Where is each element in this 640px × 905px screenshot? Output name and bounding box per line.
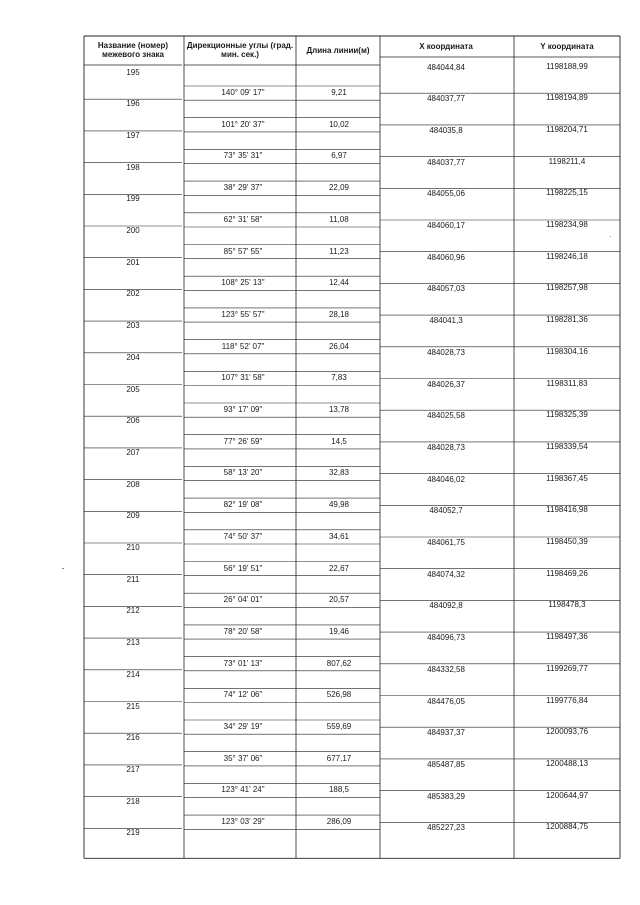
y-coordinate: 1198367,45 [546,473,588,483]
point-name: 208 [126,479,140,489]
direction-angle: 123° 41' 24" [221,785,265,795]
direction-angle: 58° 13' 20" [223,468,263,478]
y-coordinate: 1198225,15 [546,188,588,198]
x-coordinate: 485487,85 [427,759,465,769]
point-name: 218 [126,796,140,806]
x-coordinate: 484057,03 [427,284,465,294]
x-coordinate: 484092,8 [429,601,463,611]
x-coordinate: 484055,06 [427,189,465,199]
line-length: 19,46 [328,626,350,636]
y-coordinate: 1198478,3 [548,600,586,610]
direction-angle: 108° 25' 13" [221,278,265,288]
x-coordinate: 484332,58 [427,664,465,674]
line-length: 286,09 [326,817,352,827]
y-coordinate: 1198311,83 [546,378,588,388]
point-name: 210 [126,543,140,552]
direction-angle: 34° 29' 19" [223,722,263,731]
y-coordinate: 1198497,36 [546,632,588,642]
y-coordinate: 1198304,16 [546,346,588,356]
x-coordinate: 484060,96 [427,252,465,262]
direction-angle: 73° 01' 13" [223,658,263,668]
y-coordinate: 1198416,98 [546,505,588,515]
y-coordinate: 1198188,99 [546,61,588,71]
line-length: 32,83 [328,468,350,478]
x-coordinate: 484476,05 [427,696,465,706]
line-length: 11,08 [329,214,349,224]
direction-angle: 74° 12' 06" [223,690,263,700]
line-length: 26,04 [328,341,350,351]
header-point-name: Название (номер) межевого знака [97,41,169,59]
point-name: 197 [126,130,140,140]
direction-angle: 78° 20' 58" [223,626,263,636]
line-length: 559,69 [326,722,352,731]
x-coordinate: 485383,29 [427,791,465,801]
point-name: 215 [126,701,140,711]
x-coordinate: 484046,02 [427,474,465,484]
scan-speck [62,568,64,569]
point-name: 217 [126,764,140,774]
x-coordinate: 484937,37 [427,728,465,738]
line-length: 7,83 [331,373,347,383]
line-length: 9,21 [331,88,347,97]
point-name: 209 [126,511,140,521]
x-coordinate: 484035,8 [429,125,463,135]
y-coordinate: 1200093,76 [545,727,589,737]
x-coordinate: 484037,77 [427,157,465,167]
direction-angle: 38° 29' 37" [223,183,263,193]
y-coordinate: 1199776,84 [546,695,588,705]
direction-angle: 74° 50' 37" [223,531,263,541]
point-name: 212 [126,606,140,616]
header-direction-angle: Дирекционные углы (град. мин. сек.) [186,41,294,59]
x-coordinate: 484037,77 [427,94,465,104]
line-length: 526,98 [326,690,352,700]
line-length: 13,78 [328,405,350,414]
point-name: 195 [126,67,140,77]
y-coordinate: 1198211,4 [548,156,586,166]
x-coordinate: 484028,73 [427,347,465,357]
y-coordinate: 1198469,26 [546,568,588,578]
y-coordinate: 1198194,89 [546,93,588,103]
direction-angle: 118° 52' 07" [221,341,265,351]
y-coordinate: 1198450,39 [546,537,588,546]
y-coordinate: 1198257,98 [546,283,588,293]
scan-speck [610,236,611,237]
y-coordinate: 1198281,36 [546,315,588,325]
y-coordinate: 1198325,39 [546,410,588,420]
line-length: 677,17 [326,753,352,763]
x-coordinate: 484060,17 [427,221,465,230]
y-coordinate: 1198339,54 [546,441,588,451]
x-coordinate: 484028,73 [427,442,465,452]
line-length: 12,44 [328,278,350,288]
x-coordinate: 484052,7 [429,506,463,516]
x-coordinate: 484061,75 [427,538,465,547]
y-coordinate: 1200884,75 [545,822,589,832]
point-name: 200 [126,226,140,235]
x-coordinate: 484044,84 [427,62,465,72]
x-coordinate: 485227,23 [427,823,465,833]
line-length: 49,98 [328,500,350,510]
point-name: 198 [126,162,140,172]
y-coordinate: 1200644,97 [545,790,589,800]
direction-angle: 77° 26' 59" [223,436,263,446]
line-length: 807,62 [326,658,352,668]
point-name: 216 [126,733,140,743]
point-name: 219 [126,828,140,838]
header-x-coordinate: X координата [419,41,473,51]
point-name: 204 [126,352,140,362]
direction-angle: 123° 55' 57" [221,309,265,319]
point-name: 203 [126,321,140,331]
point-name: 201 [126,257,140,267]
direction-angle: 82° 19' 08" [223,500,263,510]
x-coordinate: 484096,73 [427,633,465,643]
point-name: 213 [126,638,140,648]
point-name: 214 [126,669,140,679]
direction-angle: 101° 20' 37" [221,119,265,129]
header-line-length: Длина линии(м) [306,45,370,55]
x-coordinate: 484041,3 [429,316,463,326]
direction-angle: 140° 09' 17" [221,88,265,97]
y-coordinate: 1198204,71 [546,124,588,134]
y-coordinate: 1198234,98 [546,220,588,229]
direction-angle: 56° 19' 51" [223,563,263,573]
line-length: 28,18 [328,309,350,319]
line-length: 22,09 [328,183,350,193]
direction-angle: 107° 31' 58" [221,373,265,383]
point-name: 196 [126,99,140,109]
x-coordinate: 484026,37 [427,379,465,389]
direction-angle: 123° 03' 29" [221,817,265,827]
line-length: 14,5 [331,436,347,446]
line-length: 6,97 [331,151,347,161]
direction-angle: 26° 04' 01" [223,595,263,605]
line-length: 188,5 [328,785,350,795]
direction-angle: 93° 17' 09" [223,405,263,414]
y-coordinate: 1199269,77 [546,663,588,673]
direction-angle: 85° 57' 55" [223,246,263,256]
direction-angle: 35° 37' 06" [223,753,263,763]
direction-angle: 62° 31' 58" [223,214,263,224]
point-name: 199 [126,194,140,204]
line-length: 11,23 [329,246,349,256]
point-name: 202 [126,289,140,299]
direction-angle: 73° 35' 31" [223,151,263,161]
header-y-coordinate: Y координата [540,41,594,51]
y-coordinate: 1200488,13 [545,758,589,768]
x-coordinate: 484074,32 [427,569,465,579]
point-name: 211 [126,574,140,584]
line-length: 10,02 [328,119,350,129]
line-length: 20,57 [328,595,350,605]
point-name: 205 [126,384,140,394]
line-length: 34,61 [328,531,350,541]
line-length: 22,67 [328,563,350,573]
y-coordinate: 1198246,18 [546,251,588,261]
x-coordinate: 484025,58 [427,411,465,421]
point-name: 207 [126,447,140,457]
point-name: 206 [126,416,140,426]
